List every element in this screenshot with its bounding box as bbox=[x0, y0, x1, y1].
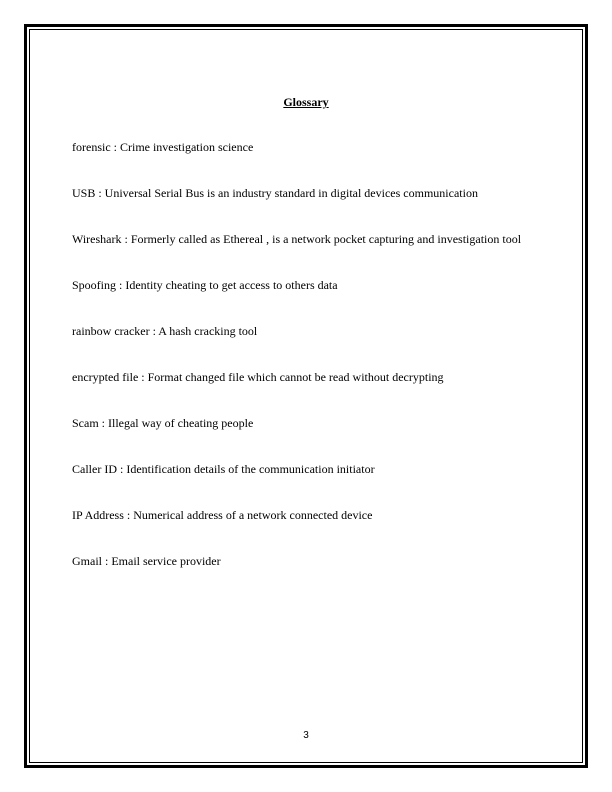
glossary-entry: rainbow cracker : A hash cracking tool bbox=[72, 324, 258, 338]
glossary-title: Glossary bbox=[283, 95, 329, 109]
glossary-entry: forensic : Crime investigation science bbox=[72, 140, 254, 154]
glossary-entry: Gmail : Email service provider bbox=[72, 554, 221, 568]
page-number: 3 bbox=[303, 730, 309, 741]
glossary-entry: USB : Universal Serial Bus is an industry standard in digital devices communication bbox=[72, 186, 478, 200]
glossary-list bbox=[72, 140, 552, 600]
glossary-entry: Scam : Illegal way of cheating people bbox=[72, 416, 254, 430]
glossary-entry: Wireshark : Formerly called as Ethereal , is a network pocket capturing and investigation tool bbox=[72, 232, 522, 246]
glossary-entry: Spoofing : Identity cheating to get access to others data bbox=[72, 278, 338, 292]
glossary-entry: Caller ID : Identification details of the communication initiator bbox=[72, 462, 375, 476]
glossary-entry: encrypted file : Format changed file which cannot be read without decrypting bbox=[72, 370, 444, 384]
glossary-entry: IP Address : Numerical address of a network connected device bbox=[72, 508, 373, 522]
